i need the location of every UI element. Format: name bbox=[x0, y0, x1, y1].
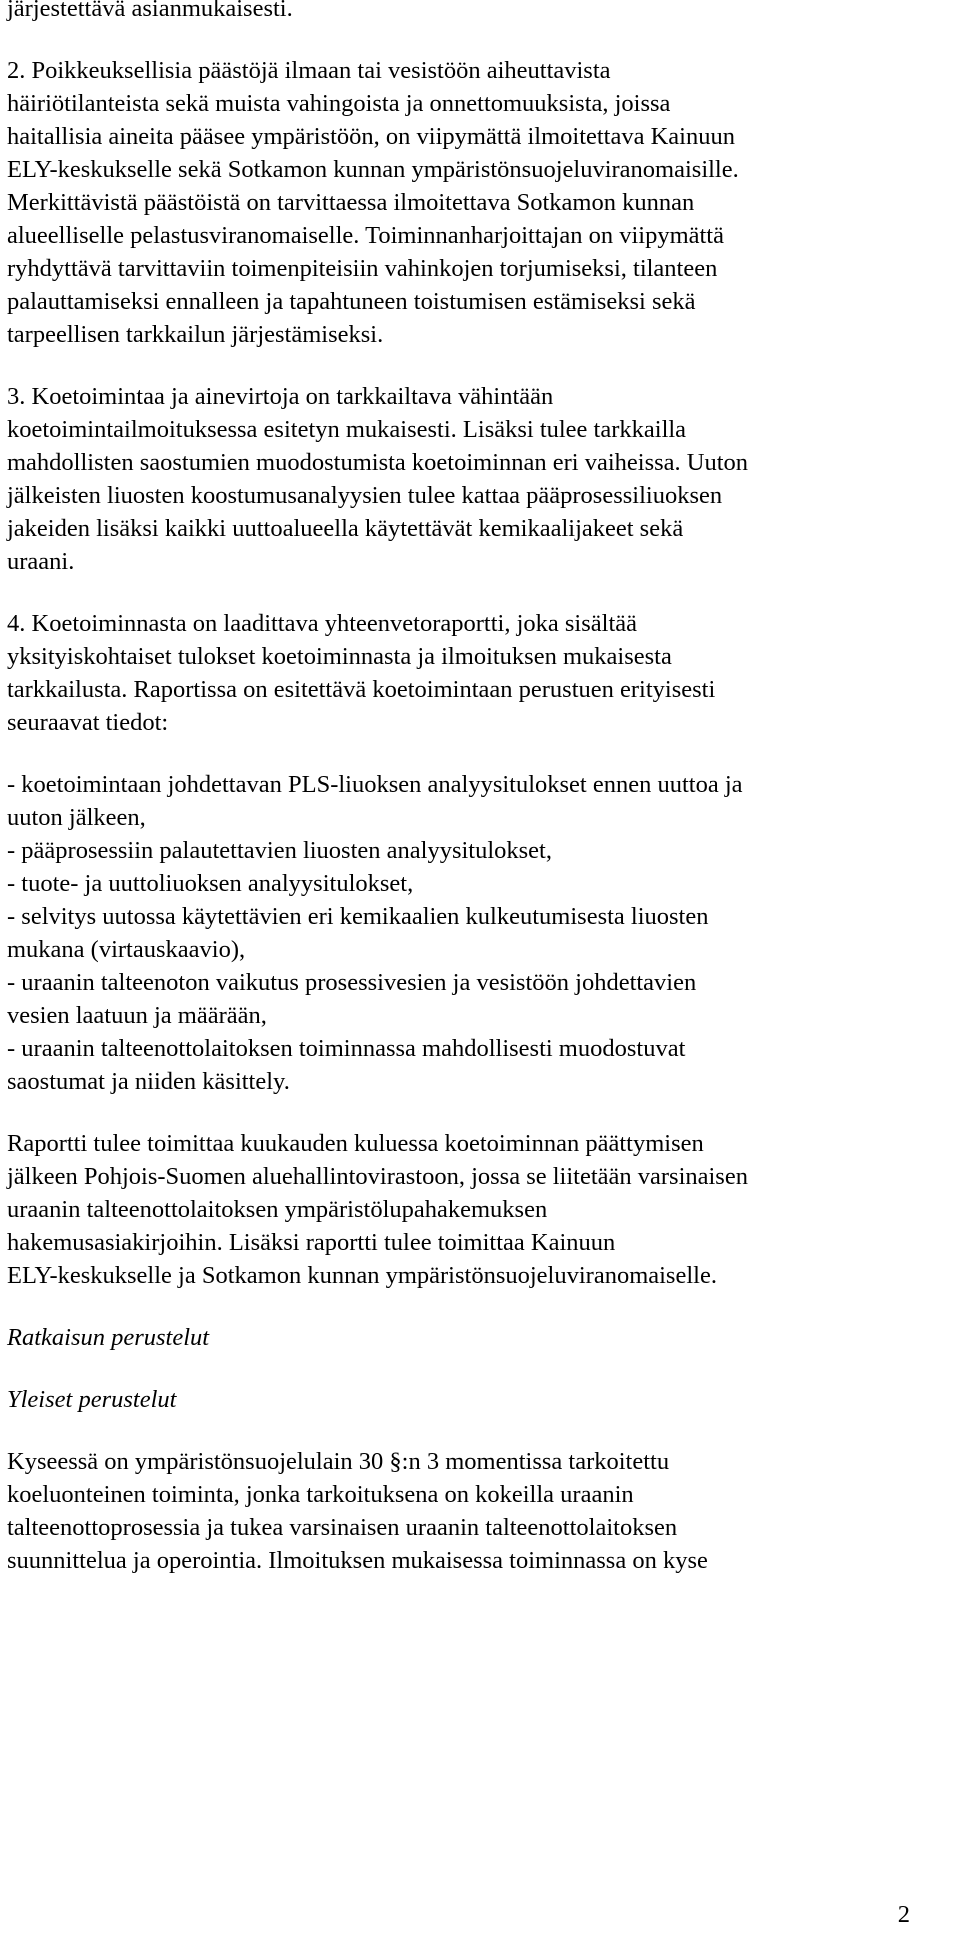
text-line: järjestettävä asianmukaisesti. bbox=[7, 0, 293, 22]
paragraph-final bbox=[7, 1445, 957, 1577]
list-item: vesien laatuun ja määrään, bbox=[7, 1002, 267, 1029]
paragraph-spacer bbox=[7, 578, 957, 607]
text-line: 3. Koetoimintaa ja ainevirtoja on tarkkailtava vähintään bbox=[7, 383, 554, 410]
text-line: tarkkailusta. Raportissa on esitettävä koetoimintaan perustuen erityisesti bbox=[7, 676, 716, 703]
report-contents-list bbox=[7, 768, 957, 1098]
text-line: ELY-keskukselle sekä Sotkamon kunnan ympäristönsuojeluviranomaisille. bbox=[7, 156, 739, 183]
text-line: haitallisia aineita pääsee ympäristöön, on viipymättä ilmoitettava Kainuun bbox=[7, 123, 735, 150]
paragraph-item-4 bbox=[7, 607, 957, 739]
text-line: alueelliselle pelastusviranomaiselle. Toiminnanharjoittajan on viipymättä bbox=[7, 222, 724, 249]
text-line: Raportti tulee toimittaa kuukauden kuluessa koetoiminnan päättymisen bbox=[7, 1130, 704, 1157]
paragraph-spacer bbox=[7, 351, 957, 380]
list-item: uuton jälkeen, bbox=[7, 804, 146, 831]
text-line: jälkeisten liuosten koostumusanalyysien tulee kattaa pääprosessiliuoksen bbox=[7, 482, 723, 509]
text-line: seuraavat tiedot: bbox=[7, 709, 169, 736]
text-line: tarpeellisen tarkkailun järjestämiseksi. bbox=[7, 321, 384, 348]
document-page bbox=[7, 0, 957, 1577]
paragraph-spacer bbox=[7, 1292, 957, 1321]
text-line: jälkeen Pohjois-Suomen aluehallintovirastoon, jossa se liitetään varsinaisen bbox=[7, 1163, 748, 1190]
paragraph-spacer bbox=[7, 1416, 957, 1445]
text-line: suunnittelua ja operointia. Ilmoituksen mukaisessa toiminnassa on kyse bbox=[7, 1547, 708, 1574]
text-line: talteenottoprosessia ja tukea varsinaisen uraanin talteenottolaitoksen bbox=[7, 1514, 678, 1541]
text-line: ELY-keskukselle ja Sotkamon kunnan ympäristönsuojeluviranomaiselle. bbox=[7, 1262, 717, 1289]
text-line: 2. Poikkeuksellisia päästöjä ilmaan tai vesistöön aiheuttavista bbox=[7, 57, 611, 84]
text-line: ryhdyttävä tarvittaviin toimenpiteisiin vahinkojen torjumiseksi, tilanteen bbox=[7, 255, 718, 282]
paragraph-item-3 bbox=[7, 380, 957, 578]
list-item: mukana (virtauskaavio), bbox=[7, 936, 246, 963]
section-heading-ratkaisun-perustelut: Ratkaisun perustelut bbox=[7, 1324, 210, 1351]
list-item: - uraanin talteenottolaitoksen toiminnassa mahdollisesti muodostuvat bbox=[7, 1035, 686, 1062]
paragraph-tail bbox=[7, 0, 957, 25]
paragraph-report bbox=[7, 1127, 957, 1292]
list-item: - pääprosessiin palautettavien liuosten analyysitulokset, bbox=[7, 837, 552, 864]
text-line: mahdollisten saostumien muodostumista koetoiminnan eri vaiheissa. Uuton bbox=[7, 449, 749, 476]
section-heading-yleiset-perustelut: Yleiset perustelut bbox=[7, 1386, 177, 1413]
text-line: hakemusasiakirjoihin. Lisäksi raportti tulee toimittaa Kainuun bbox=[7, 1229, 616, 1256]
text-line: jakeiden lisäksi kaikki uuttoalueella käytettävät kemikaalijakeet sekä bbox=[7, 515, 684, 542]
text-line: palauttamiseksi ennalleen ja tapahtuneen toistumisen estämiseksi sekä bbox=[7, 288, 696, 315]
paragraph-spacer bbox=[7, 25, 957, 54]
paragraph-item-2 bbox=[7, 54, 957, 351]
text-line: Merkittävistä päästöistä on tarvittaessa ilmoitettava Sotkamon kunnan bbox=[7, 189, 695, 216]
text-line: uraanin talteenottolaitoksen ympäristölupahakemuksen bbox=[7, 1196, 548, 1223]
page-number: 2 bbox=[897, 1901, 910, 1928]
list-item: - selvitys uutossa käytettävien eri kemikaalien kulkeutumisesta liuosten bbox=[7, 903, 709, 930]
list-item: - uraanin talteenoton vaikutus prosessivesien ja vesistöön johdettavien bbox=[7, 969, 697, 996]
text-line: uraani. bbox=[7, 548, 75, 575]
text-line: häiriötilanteista sekä muista vahingoista ja onnettomuuksista, joissa bbox=[7, 90, 671, 117]
text-line: 4. Koetoiminnasta on laadittava yhteenvetoraportti, joka sisältää bbox=[7, 610, 638, 637]
list-item: - koetoimintaan johdettavan PLS-liuoksen analyysitulokset ennen uuttoa ja bbox=[7, 771, 743, 798]
paragraph-spacer bbox=[7, 739, 957, 768]
text-line: koeluonteinen toiminta, jonka tarkoituksena on kokeilla uraanin bbox=[7, 1481, 634, 1508]
paragraph-spacer bbox=[7, 1354, 957, 1383]
list-item: saostumat ja niiden käsittely. bbox=[7, 1068, 290, 1095]
text-line: yksityiskohtaiset tulokset koetoiminnasta ja ilmoituksen mukaisesta bbox=[7, 643, 672, 670]
text-line: Kyseessä on ympäristönsuojelulain 30 §:n 3 momentissa tarkoitettu bbox=[7, 1448, 670, 1475]
paragraph-spacer bbox=[7, 1098, 957, 1127]
list-item: - tuote- ja uuttoliuoksen analyysitulokset, bbox=[7, 870, 414, 897]
text-line: koetoimintailmoituksessa esitetyn mukaisesti. Lisäksi tulee tarkkailla bbox=[7, 416, 687, 443]
